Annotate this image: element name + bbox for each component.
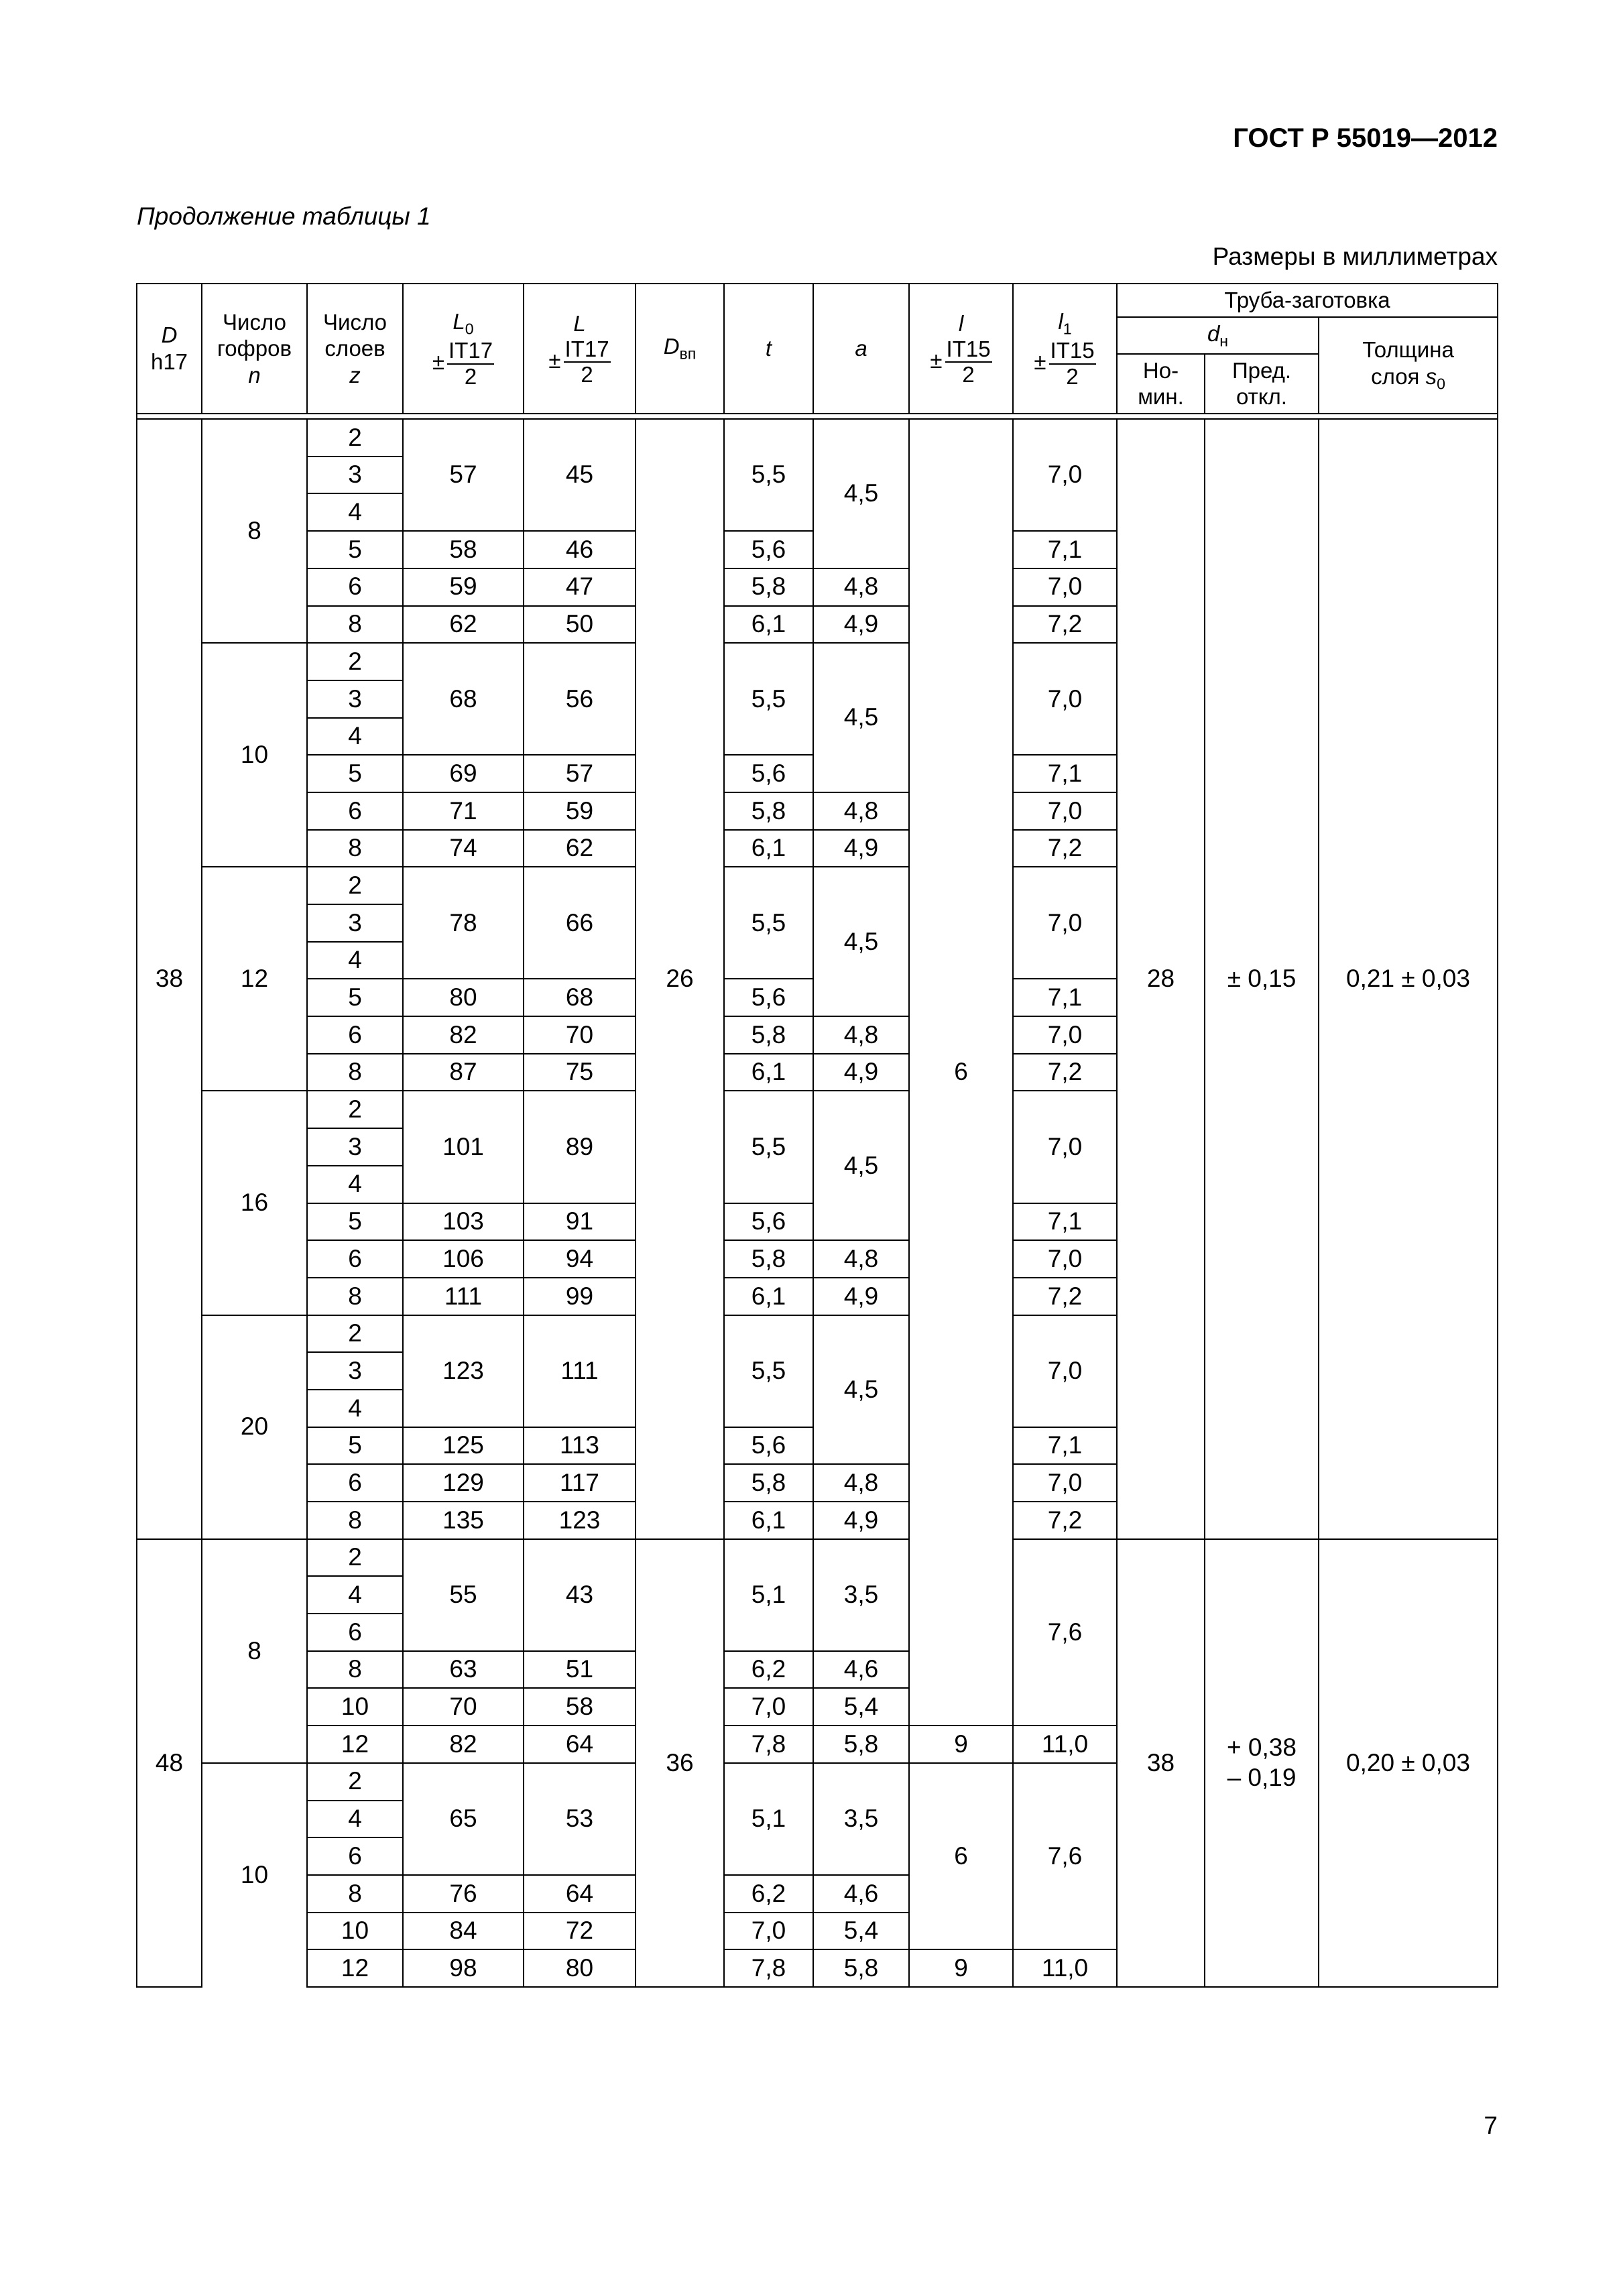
cell-z: 12 — [307, 1726, 403, 1763]
cell-a: 4,6 — [813, 1651, 909, 1689]
cell-n: 16 — [202, 1091, 307, 1315]
cell-t: 7,8 — [724, 1726, 813, 1763]
cell-L: 70 — [524, 1016, 636, 1054]
cell-a: 5,4 — [813, 1688, 909, 1726]
cell-z: 3 — [307, 680, 403, 718]
cell-z: 6 — [307, 1464, 403, 1502]
col-Dvp: $D_{вп}$ — [636, 284, 724, 414]
cell-l1: 11,0 — [1013, 1726, 1117, 1763]
col-l: l ± $\frac{IT15}{2}$ — [909, 284, 1013, 414]
cell-L0: 82 — [403, 1016, 524, 1054]
col-s0: Толщина слоя $s_0$ — [1319, 317, 1498, 414]
cell-L: 89 — [524, 1091, 636, 1203]
cell-l1: 7,2 — [1013, 1278, 1117, 1315]
cell-t: 5,5 — [724, 419, 813, 531]
cell-L: 45 — [524, 419, 636, 531]
cell-t: 5,5 — [724, 643, 813, 755]
cell-L0: 101 — [403, 1091, 524, 1203]
cell-L: 43 — [524, 1539, 636, 1651]
col-t: t — [724, 284, 813, 414]
cell-l1: 7,0 — [1013, 1091, 1117, 1203]
cell-l1: 7,1 — [1013, 755, 1117, 792]
cell-L0: 123 — [403, 1315, 524, 1427]
cell-l: 6 — [909, 1763, 1013, 1949]
dimensions-table — [136, 283, 1498, 1988]
col-dn-deviation: Пред. откл. — [1205, 354, 1319, 414]
cell-n: 8 — [202, 1539, 307, 1763]
cell-a: 3,5 — [813, 1539, 909, 1651]
cell-z: 6 — [307, 1837, 403, 1875]
cell-z: 10 — [307, 1688, 403, 1726]
cell-n: 12 — [202, 867, 307, 1091]
cell-D: 48 — [137, 1539, 202, 1987]
cell-L0: 125 — [403, 1427, 524, 1465]
table-row — [137, 1539, 1498, 1577]
cell-z: 4 — [307, 1166, 403, 1203]
cell-a: 5,8 — [813, 1726, 909, 1763]
cell-z: 5 — [307, 1427, 403, 1465]
cell-z: 5 — [307, 1203, 403, 1241]
cell-z: 8 — [307, 1502, 403, 1539]
cell-a: 5,4 — [813, 1913, 909, 1950]
cell-l: 6 — [909, 419, 1013, 1726]
cell-L: 66 — [524, 867, 636, 979]
cell-z: 5 — [307, 531, 403, 568]
cell-t: 7,0 — [724, 1913, 813, 1950]
cell-z: 8 — [307, 1875, 403, 1913]
cell-L0: 58 — [403, 531, 524, 568]
cell-L: 47 — [524, 568, 636, 606]
cell-z: 4 — [307, 942, 403, 979]
cell-a: 4,5 — [813, 419, 909, 568]
cell-l1: 7,6 — [1013, 1539, 1117, 1726]
cell-L0: 98 — [403, 1949, 524, 1987]
cell-a: 4,9 — [813, 606, 909, 644]
cell-L: 99 — [524, 1278, 636, 1315]
cell-a: 4,8 — [813, 568, 909, 606]
cell-t: 5,8 — [724, 792, 813, 830]
cell-L: 51 — [524, 1651, 636, 1689]
cell-a: 4,8 — [813, 1016, 909, 1054]
table-row — [137, 419, 1498, 457]
cell-L0: 129 — [403, 1464, 524, 1502]
cell-l1: 7,0 — [1013, 1016, 1117, 1054]
standard-number: ГОСТ Р 55019—2012 — [1233, 123, 1498, 153]
cell-z: 8 — [307, 830, 403, 867]
cell-L0: 70 — [403, 1688, 524, 1726]
cell-t: 5,5 — [724, 1315, 813, 1427]
cell-L: 57 — [524, 755, 636, 792]
cell-a: 4,6 — [813, 1875, 909, 1913]
cell-t: 5,8 — [724, 1464, 813, 1502]
cell-a: 4,5 — [813, 1091, 909, 1240]
cell-l1: 7,1 — [1013, 1427, 1117, 1465]
cell-l1: 7,1 — [1013, 531, 1117, 568]
cell-a: 5,8 — [813, 1949, 909, 1987]
cell-z: 4 — [307, 1576, 403, 1614]
cell-l1: 7,1 — [1013, 1203, 1117, 1241]
cell-L: 56 — [524, 643, 636, 755]
col-dn: $d_н$ — [1117, 317, 1319, 354]
cell-D: 38 — [137, 419, 202, 1539]
cell-dn-nominal: 28 — [1117, 419, 1205, 1539]
cell-a: 4,9 — [813, 1502, 909, 1539]
cell-z: 4 — [307, 493, 403, 531]
cell-L: 75 — [524, 1054, 636, 1091]
cell-a: 4,5 — [813, 1315, 909, 1465]
cell-L0: 74 — [403, 830, 524, 867]
cell-t: 5,6 — [724, 531, 813, 568]
cell-L0: 68 — [403, 643, 524, 755]
cell-z: 2 — [307, 419, 403, 457]
cell-l1: 7,0 — [1013, 1315, 1117, 1427]
cell-L: 46 — [524, 531, 636, 568]
cell-l1: 7,6 — [1013, 1763, 1117, 1949]
cell-t: 7,0 — [724, 1688, 813, 1726]
col-dn-nominal: Но- мин. — [1117, 354, 1205, 414]
col-L: L ± $\frac{IT17}{2}$ — [524, 284, 636, 414]
cell-z: 10 — [307, 1913, 403, 1950]
cell-l1: 7,0 — [1013, 1464, 1117, 1502]
cell-a: 4,8 — [813, 1240, 909, 1278]
cell-z: 6 — [307, 1016, 403, 1054]
cell-z: 3 — [307, 1128, 403, 1166]
cell-a: 4,9 — [813, 1054, 909, 1091]
cell-n: 20 — [202, 1315, 307, 1539]
cell-z: 5 — [307, 979, 403, 1016]
cell-n: 8 — [202, 419, 307, 643]
cell-L: 113 — [524, 1427, 636, 1465]
cell-l1: 7,0 — [1013, 643, 1117, 755]
cell-t: 5,6 — [724, 1427, 813, 1465]
cell-z: 8 — [307, 606, 403, 644]
cell-l: 9 — [909, 1949, 1013, 1987]
cell-z: 6 — [307, 792, 403, 830]
cell-L: 111 — [524, 1315, 636, 1427]
cell-t: 6,2 — [724, 1875, 813, 1913]
cell-z: 5 — [307, 755, 403, 792]
cell-t: 6,1 — [724, 1278, 813, 1315]
cell-t: 5,5 — [724, 867, 813, 979]
col-z: Число слоев z — [307, 284, 403, 414]
cell-z: 8 — [307, 1278, 403, 1315]
cell-z: 6 — [307, 1240, 403, 1278]
cell-z: 2 — [307, 643, 403, 680]
cell-l1: 7,2 — [1013, 1054, 1117, 1091]
cell-z: 2 — [307, 1539, 403, 1577]
cell-L: 117 — [524, 1464, 636, 1502]
cell-z: 2 — [307, 1091, 403, 1128]
cell-l1: 7,2 — [1013, 606, 1117, 644]
cell-a: 4,9 — [813, 830, 909, 867]
cell-z: 4 — [307, 1801, 403, 1838]
col-n: Число гофров n — [202, 284, 307, 414]
cell-t: 6,1 — [724, 830, 813, 867]
cell-L0: 63 — [403, 1651, 524, 1689]
cell-L: 91 — [524, 1203, 636, 1241]
cell-L0: 84 — [403, 1913, 524, 1950]
cell-l: 9 — [909, 1726, 1013, 1763]
cell-z: 12 — [307, 1949, 403, 1987]
cell-l1: 7,1 — [1013, 979, 1117, 1016]
cell-t: 6,2 — [724, 1651, 813, 1689]
cell-n: 10 — [202, 643, 307, 867]
cell-t: 5,8 — [724, 1240, 813, 1278]
cell-L0: 78 — [403, 867, 524, 979]
cell-t: 5,1 — [724, 1539, 813, 1651]
cell-l1: 7,2 — [1013, 1502, 1117, 1539]
col-pipe-blank: Труба-заготовка — [1117, 284, 1498, 317]
cell-L: 58 — [524, 1688, 636, 1726]
cell-t: 5,6 — [724, 1203, 813, 1241]
cell-L: 68 — [524, 979, 636, 1016]
cell-L0: 111 — [403, 1278, 524, 1315]
cell-z: 8 — [307, 1054, 403, 1091]
cell-a: 3,5 — [813, 1763, 909, 1875]
col-a: a — [813, 284, 909, 414]
cell-Dvp: 26 — [636, 419, 724, 1539]
cell-L0: 59 — [403, 568, 524, 606]
cell-L0: 71 — [403, 792, 524, 830]
cell-L0: 106 — [403, 1240, 524, 1278]
cell-L0: 76 — [403, 1875, 524, 1913]
cell-n: 10 — [202, 1763, 307, 1987]
cell-z: 2 — [307, 867, 403, 904]
cell-l1: 11,0 — [1013, 1949, 1117, 1987]
cell-l1: 7,0 — [1013, 1240, 1117, 1278]
cell-z: 8 — [307, 1651, 403, 1689]
cell-z: 3 — [307, 904, 403, 942]
cell-L0: 82 — [403, 1726, 524, 1763]
cell-t: 5,6 — [724, 755, 813, 792]
cell-z: 6 — [307, 568, 403, 606]
page-number: 7 — [1484, 2112, 1498, 2139]
cell-L0: 69 — [403, 755, 524, 792]
cell-L0: 87 — [403, 1054, 524, 1091]
cell-Dvp: 36 — [636, 1539, 724, 1987]
cell-L0: 65 — [403, 1763, 524, 1875]
cell-L: 62 — [524, 830, 636, 867]
cell-L0: 80 — [403, 979, 524, 1016]
cell-t: 6,1 — [724, 1502, 813, 1539]
cell-L: 94 — [524, 1240, 636, 1278]
cell-L0: 103 — [403, 1203, 524, 1241]
cell-l1: 7,0 — [1013, 792, 1117, 830]
cell-L: 123 — [524, 1502, 636, 1539]
cell-z: 3 — [307, 1352, 403, 1390]
header-separator — [137, 414, 1498, 419]
cell-a: 4,8 — [813, 792, 909, 830]
cell-t: 5,1 — [724, 1763, 813, 1875]
cell-L0: 62 — [403, 606, 524, 644]
cell-z: 4 — [307, 718, 403, 756]
cell-a: 4,8 — [813, 1464, 909, 1502]
cell-L0: 55 — [403, 1539, 524, 1651]
cell-dn-deviation: + 0,38 – 0,19 — [1205, 1539, 1319, 1987]
cell-L: 59 — [524, 792, 636, 830]
col-L0: $L_0$ ± $\frac{IT17}{2}$ — [403, 284, 524, 414]
cell-L0: 57 — [403, 419, 524, 531]
cell-l1: 7,0 — [1013, 419, 1117, 531]
cell-a: 4,5 — [813, 867, 909, 1016]
cell-l1: 7,0 — [1013, 568, 1117, 606]
cell-s0: 0,20 ± 0,03 — [1319, 1539, 1498, 1987]
cell-a: 4,9 — [813, 1278, 909, 1315]
table-caption: Продолжение таблицы 1 — [137, 202, 431, 230]
cell-l1: 7,2 — [1013, 830, 1117, 867]
cell-dn-deviation: ± 0,15 — [1205, 419, 1319, 1539]
cell-l1: 7,0 — [1013, 867, 1117, 979]
cell-t: 5,6 — [724, 979, 813, 1016]
cell-s0: 0,21 ± 0,03 — [1319, 419, 1498, 1539]
cell-L: 50 — [524, 606, 636, 644]
cell-L: 53 — [524, 1763, 636, 1875]
cell-L: 80 — [524, 1949, 636, 1987]
cell-t: 5,8 — [724, 1016, 813, 1054]
cell-L: 72 — [524, 1913, 636, 1950]
units-note: Размеры в миллиметрах — [1212, 243, 1498, 270]
cell-L0: 135 — [403, 1502, 524, 1539]
cell-z: 3 — [307, 457, 403, 494]
col-D: D h17 — [137, 284, 202, 414]
cell-t: 6,1 — [724, 1054, 813, 1091]
cell-t: 5,8 — [724, 568, 813, 606]
cell-dn-nominal: 38 — [1117, 1539, 1205, 1987]
cell-L: 64 — [524, 1726, 636, 1763]
cell-t: 6,1 — [724, 606, 813, 644]
cell-z: 2 — [307, 1763, 403, 1801]
cell-t: 7,8 — [724, 1949, 813, 1987]
cell-z: 2 — [307, 1315, 403, 1353]
cell-z: 4 — [307, 1390, 403, 1427]
cell-z: 6 — [307, 1614, 403, 1651]
col-l1: $l_1$ ± $\frac{IT15}{2}$ — [1013, 284, 1117, 414]
cell-t: 5,5 — [724, 1091, 813, 1203]
cell-a: 4,5 — [813, 643, 909, 792]
cell-L: 64 — [524, 1875, 636, 1913]
